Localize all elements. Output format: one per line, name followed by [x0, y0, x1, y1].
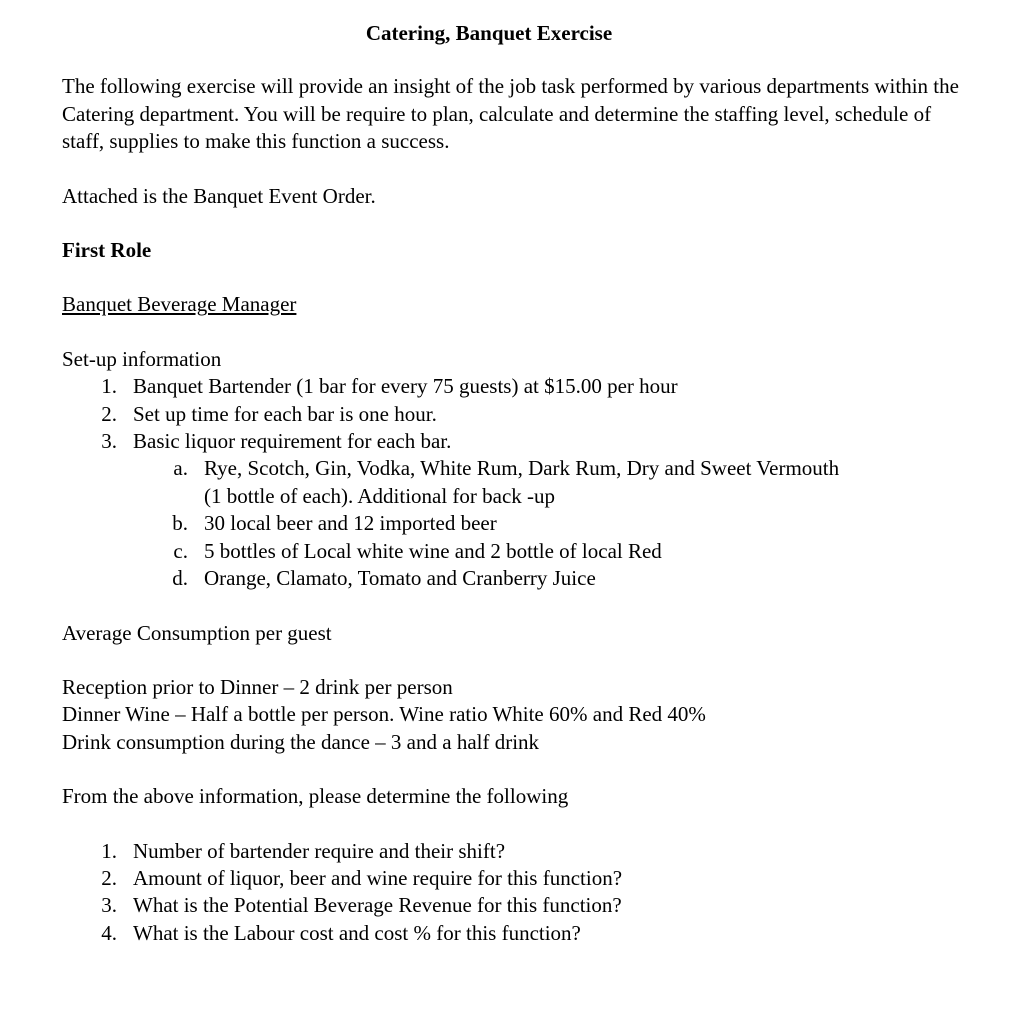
question-text: What is the Labour cost and cost % for this function?: [133, 920, 581, 945]
question-item: [62, 838, 962, 865]
question-item: [62, 920, 962, 947]
list-marker: d.: [172, 566, 188, 591]
list-item: [62, 373, 962, 400]
setup-label: Set-up information: [62, 346, 222, 371]
list-item-text: 5 bottles of Local white wine and 2 bottle of local Red: [204, 538, 662, 563]
intro-paragraph: The following exercise will provide an insight of the job task performed by various departments within the Catering department. You will be require to plan, calculate and determine the staffing level, schedule of staff, supplies to make this function a success.: [62, 74, 959, 154]
consumption-line: Drink consumption during the dance – 3 and a half drink: [62, 729, 540, 754]
list-item-text: Basic liquor requirement for each bar.: [133, 429, 452, 454]
list-marker: c.: [173, 538, 188, 563]
question-text: What is the Potential Beverage Revenue for this function?: [133, 893, 622, 918]
liquor-sublist: [62, 455, 962, 592]
list-item-text: Set up time for each bar is one hour.: [133, 401, 437, 426]
consumption-line: Reception prior to Dinner – 2 drink per person: [62, 674, 453, 699]
sub-list-item: [62, 455, 962, 510]
role-heading: First Role: [62, 238, 152, 263]
list-item-text: Rye, Scotch, Gin, Vodka, White Rum, Dark Rum, Dry and Sweet Vermouth (1 bottle of each). Additional for back -up: [204, 456, 840, 508]
attached-note: Attached is the Banquet Event Order.: [62, 183, 376, 208]
list-marker: 1.: [101, 838, 117, 863]
sub-list-item: [62, 565, 962, 592]
list-marker: 2.: [101, 401, 117, 426]
role-title: Banquet Beverage Manager: [62, 292, 297, 317]
questions-list: [62, 838, 962, 948]
list-marker: 4.: [101, 920, 117, 945]
list-marker: b.: [172, 511, 188, 536]
setup-list: [62, 373, 962, 592]
question-item: [62, 892, 962, 919]
list-item: [62, 401, 962, 428]
sub-list-item: [62, 538, 962, 565]
question-item: [62, 865, 962, 892]
list-item-text: 30 local beer and 12 imported beer: [204, 511, 497, 536]
list-marker: 3.: [101, 429, 117, 454]
list-marker: 1.: [101, 374, 117, 399]
questions-intro: From the above information, please determine the following: [62, 784, 569, 809]
consumption-line: Dinner Wine – Half a bottle per person. Wine ratio White 60% and Red 40%: [62, 702, 706, 727]
consumption-heading: Average Consumption per guest: [62, 620, 332, 645]
document-page: [62, 20, 962, 947]
question-text: Number of bartender require and their shift?: [133, 838, 506, 863]
sub-list-item: [62, 510, 962, 537]
question-text: Amount of liquor, beer and wine require for this function?: [133, 865, 623, 890]
list-marker: 2.: [101, 865, 117, 890]
list-item: [62, 428, 962, 592]
document-title: Catering, Banquet Exercise: [365, 21, 613, 45]
list-item-text: Orange, Clamato, Tomato and Cranberry Juice: [204, 566, 596, 591]
list-item-text: Banquet Bartender (1 bar for every 75 guests) at $15.00 per hour: [133, 374, 678, 399]
list-marker: 3.: [101, 893, 117, 918]
list-marker: a.: [173, 456, 188, 481]
